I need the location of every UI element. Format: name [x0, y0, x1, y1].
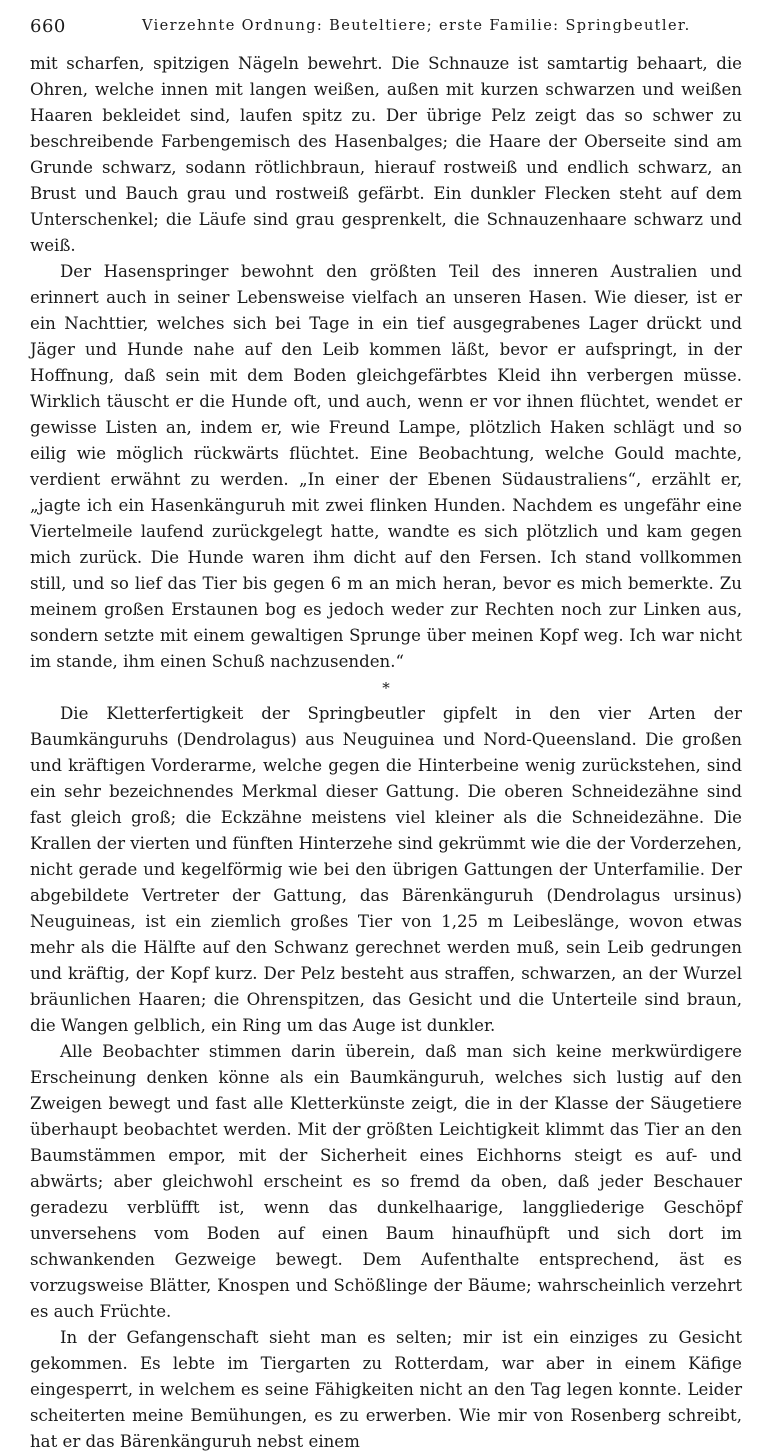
- paragraph-continuation: mit scharfen, spitzigen Nägeln bewehrt. Die Schnauze ist samtartig behaart, die Ohren, welche innen mit langen weißen, außen mit kurzen schwarzen und weißen Haaren bekleidet sind, laufen spitz zu. Der übrige Pelz zeigt das so schwer zu beschreibende Farbengemisch des Hasenbalges; die Haare der Oberseite sind am Grunde schwarz, sodann rötlichbraun, hierauf rostweiß und endlich schwarz, an Brust und Bauch grau und rostweiß gefärbt. Ein dunkler Flecken steht auf dem Unterschenkel; die Läufe sind grau gesprenkelt, die Schnauzenhaare schwarz und weiß.: [30, 54, 742, 255]
- paragraph-hasenspringer: Der Hasenspringer bewohnt den größten Teil des inneren Australien und erinnert auch in seiner Lebensweise vielfach an unseren Hasen. Wie dieser, ist er ein Nachttier, welches sich bei Tage in ein tief ausgegrabenes Lager drückt und Jäger und Hunde nahe auf den Leib kommen läßt, bevor er aufspringt, in der Hoffnung, daß sein mit dem Boden gleichgefärbtes Kleid ihn verbergen müsse. Wirklich täuscht er die Hunde oft, und auch, wenn er vor ihnen flüchtet, wendet er gewisse Listen an, indem er, wie Freund Lampe, plötzlich Haken schlägt und so eilig wie möglich rückwärts flüchtet. Eine Beobachtung, welche Gould machte, verdient erwähnt zu werden. „In einer der Ebenen Südaustraliens“, erzählt er, „jagte ich ein Hasenkänguruh mit zwei flinken Hunden. Nachdem es ungefähr eine Viertelmeile laufend zurückgelegt hatte, wandte es sich plötzlich und kam gegen mich zurück. Die Hunde waren ihm dicht auf den Fersen. Ich stand vollkommen still, und so lief das Tier bis gegen 6 m an mich heran, bevor es mich bemerkte. Zu meinem großen Erstaunen bog es jedoch weder zur Rechten noch zur Linken aus, sondern setzte mit einem gewaltigen Sprunge über meinen Kopf weg. Ich war nicht im stande, ihm einen Schuß nachzusenden.“: [30, 262, 742, 671]
- section-divider: *: [382, 679, 390, 697]
- page-body: [30, 51, 742, 1455]
- paragraph-baumkaenguruh: Die Kletterfertigkeit der Springbeutler gipfelt in den vier Arten der Baumkänguruhs (Dendrolagus) aus Neuguinea und Nord-Queensland. Die großen und kräftigen Vorderarme, welche gegen die Hinterbeine wenig zurückstehen, sind ein sehr bezeichnendes Merkmal dieser Gattung. Die oberen Schneidezähne sind fast gleich groß; die Eckzähne meistens viel kleiner als die Schneidezähne. Die Krallen der vierten und fünften Hinterzehe sind gekrümmt wie die der Vorderzehen, nicht gerade und kegelförmig wie bei den übrigen Gattungen der Unterfamilie. Der abgebildete Vertreter der Gattung, das Bärenkänguruh (Dendrolagus ursinus) Neuguineas, ist ein ziemlich großes Tier von 1,25 m Leibeslänge, wovon etwas mehr als die Hälfte auf den Schwanz gerechnet werden muß, sein Leib gedrungen und kräftig, der Kopf kurz. Der Pelz besteht aus straffen, schwarzen, an der Wurzel bräunlichen Haaren; die Ohrenspitzen, das Gesicht und die Unterteile sind braun, die Wangen gelblich, ein Ring um das Auge ist dunkler.: [30, 704, 742, 1035]
- paragraph-beobachter: Alle Beobachter stimmen darin überein, daß man sich keine merkwürdigere Erscheinung denken könne als ein Baumkänguruh, welches sich lustig auf den Zweigen bewegt und fast alle Kletterkünste zeigt, die in der Klasse der Säugetiere überhaupt beobachtet werden. Mit der größten Leichtigkeit klimmt das Tier an den Baumstämmen empor, mit der Sicherheit eines Eichhorns steigt es auf- und abwärts; aber gleichwohl erscheint es so fremd da oben, daß jeder Beschauer geradezu verblüfft ist, wenn das dunkelhaarige, langgliederige Geschöpf unversehens vom Boden auf einen Baum hinaufhüpft und sich dort im schwankenden Gezweige bewegt. Dem Aufenthalte entsprechend, äst es vorzugsweise Blätter, Knospen und Schößlinge der Bäume; wahrscheinlich verzehrt es auch Früchte.: [30, 1042, 742, 1321]
- paragraph-gefangenschaft: In der Gefangenschaft sieht man es selten; mir ist ein einziges zu Gesicht gekommen. Es lebte im Tiergarten zu Rotterdam, war aber in einem Käfige eingesperrt, in welchem es seine Fähigkeiten nicht an den Tag legen konnte. Leider scheiterten meine Bemühungen, es zu erwerben. Wie mir von Rosenberg schreibt, hat er das Bärenkänguruh nebst einem: [30, 1328, 742, 1451]
- page-number: 660: [30, 16, 66, 37]
- running-head: Vierzehnte Ordnung: Beuteltiere; erste Familie: Springbeutler.: [142, 18, 691, 34]
- page-header: [30, 14, 741, 42]
